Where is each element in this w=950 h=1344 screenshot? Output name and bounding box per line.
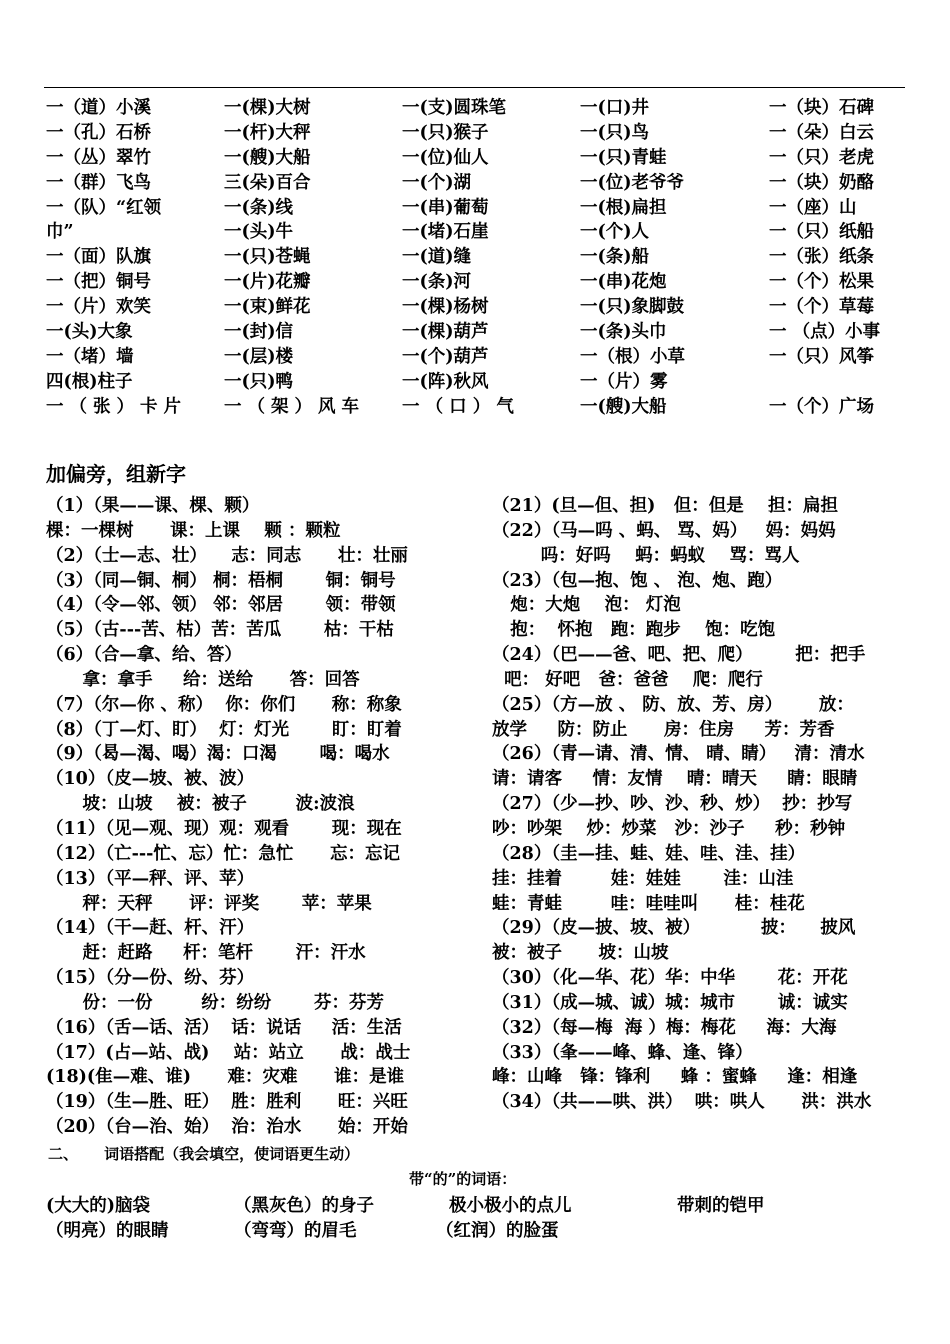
radical-line: （1）（果——课、棵、颗） (46, 496, 260, 516)
radical-line: 炮：大炮 泡： 灯泡 (492, 595, 681, 616)
measure-word-cell: 一(封)信 (224, 322, 294, 343)
radical-line: （31）（成—城、诚）城：城市 诚：诚实 (492, 992, 848, 1013)
radical-line: 请：请客 情：友情 晴：晴天 睛：眼睛 (492, 769, 858, 790)
measure-word-cell: 一(束)鲜花 (224, 297, 311, 318)
measure-word-cell: 一（个）草莓 (769, 297, 874, 318)
radical-line: （30）（化—华、花）华：中华 花：开花 (492, 968, 848, 989)
radical-line: （20）（台—治、始） 治：治水 始：开始 (46, 1117, 408, 1138)
radical-line: （7）（尔—你 、称） 你：你们 称：称象 (46, 694, 402, 715)
radical-line: 蛙：青蛙 哇：哇哇叫 桂：桂花 (492, 893, 805, 914)
radical-line: （4）（令—邻、领） 邻：邻居 领：带领 (46, 595, 396, 616)
measure-word-cell: 一（只）老虎 (769, 147, 874, 168)
de-word: （红润）的脸蛋 (436, 1221, 559, 1241)
measure-word-cell: 一（张）卡片 (46, 396, 187, 417)
radical-line: （24）（巴——爸、吧、把、爬） 把：把手 (492, 645, 866, 666)
section-title: 加偏旁，组新字 (46, 462, 186, 486)
de-words-row-1 (46, 1192, 926, 1218)
measure-word-cell: 一(堵)石崖 (402, 222, 489, 243)
de-word: 带刺的铠甲 (677, 1196, 765, 1216)
measure-word-cell: 一(位)老爷爷 (580, 172, 685, 193)
measure-word-cell: 巾” (46, 222, 74, 243)
measure-word-cell: 一(只)青蛙 (580, 147, 667, 168)
measure-word-cell: 一(只)苍蝇 (224, 247, 311, 268)
radical-line: （14）（干—赶、杆、汗） (46, 918, 255, 939)
measure-word-cell: 一 （点）小事 (769, 322, 881, 343)
measure-word-cell: 一（面）队旗 (46, 247, 151, 268)
radical-line: （32）（每—梅 海 ）梅：梅花 海：大海 (492, 1017, 837, 1038)
measure-word-row (46, 196, 906, 221)
radical-line: （27）（少—抄、吵、沙、秒、炒） 抄：抄写 (492, 794, 853, 815)
measure-word-cell: 一(艘)大船 (580, 396, 667, 417)
radical-line: （11）（见—观、现）观：观看 现：现在 (46, 818, 402, 839)
measure-word-cell: 一(条)船 (580, 247, 650, 268)
radical-line: （33）（夆——峰、蜂、逢、锋） (492, 1042, 753, 1063)
radical-line: （29）（皮—披、坡、被） 披： 披风 (492, 918, 856, 939)
measure-word-cell: 一(串)花炮 (580, 272, 667, 293)
measure-word-cell: 一（只）纸船 (769, 222, 874, 243)
measure-word-cell: 一(串)葡萄 (402, 197, 489, 218)
measure-word-cell: 一（群）飞鸟 (46, 172, 151, 193)
radical-line: （15）（分—份、纷、芬） (46, 968, 255, 989)
radical-line: 棵：一棵树 课：上课 颗 ：颗粒 (46, 520, 341, 541)
radical-line: （5）（古---苦、枯）苦：苦瓜 枯：干枯 (46, 620, 394, 641)
measure-word-row (46, 245, 906, 270)
measure-word-cell: 一（张）纸条 (769, 247, 874, 268)
measure-word-cell: 一（片）欢笑 (46, 297, 151, 318)
right-radical-column (492, 494, 912, 1115)
measure-word-cell: 一(只)象脚鼓 (580, 297, 685, 318)
measure-word-row (46, 295, 906, 320)
radical-line: （8）（丁—灯、盯） 灯：灯光 盯：盯着 (46, 719, 402, 740)
measure-word-cell: 一（队）“红领 (46, 197, 162, 218)
measure-word-cell: 四(根)柱子 (46, 371, 133, 392)
measure-word-cell: 一(阵)秋风 (402, 371, 489, 392)
measure-word-cell: 一(道)缝 (402, 247, 472, 268)
measure-word-cell: 一(棵)葫芦 (402, 322, 489, 343)
de-word: 极小极小的点儿 (449, 1196, 572, 1216)
measure-word-cell: 一(个)人 (580, 222, 650, 243)
radical-line: （13）（平—秤、评、苹） (46, 868, 255, 889)
measure-word-cell: 一(支)圆珠笔 (402, 98, 507, 118)
measure-word-cell: 一（个）松果 (769, 272, 874, 293)
radical-line: 吗：好吗 蚂：蚂蚁 骂：骂人 (492, 545, 800, 566)
measure-word-cell: 一(个)湖 (402, 172, 472, 193)
radical-line: （17）(占—站、战) 站：站立 战：战士 (46, 1042, 411, 1063)
radical-line: 份：一份 纷：纷纷 芬：芬芳 (46, 992, 384, 1013)
de-word: （黑灰色）的身子 (234, 1196, 374, 1216)
measure-word-cell: 一（道）小溪 (46, 98, 151, 118)
measure-word-cell: 一（架）风车 (224, 396, 365, 417)
measure-word-cell: 一(根)扁担 (580, 197, 667, 218)
radical-line: （10）（皮—坡、被、波） (46, 769, 255, 790)
radical-line: 抱： 怀抱 跑：跑步 饱：吃饱 (492, 620, 776, 641)
radical-line: 坡：山坡 被：被子 波:波浪 (46, 794, 355, 815)
measure-word-cell: 一(头)大象 (46, 322, 133, 343)
measure-word-cell: 一（只）风筝 (769, 346, 874, 367)
measure-word-row (46, 171, 906, 196)
measure-word-cell: 一(口)井 (580, 98, 650, 118)
radical-line: （21）(旦—但、担) 但：但是 担：扁担 (492, 496, 839, 516)
radical-line: （19）（生—胜、旺） 胜：胜利 旺：兴旺 (46, 1092, 408, 1113)
measure-word-table (46, 96, 906, 420)
de-word: （弯弯）的眉毛 (234, 1221, 357, 1241)
radical-line: （28）（圭—挂、蛙、娃、哇、洼、挂） (492, 843, 806, 864)
radical-line: （9）（曷—渴、喝）渴：口渴 喝：喝水 (46, 744, 390, 765)
measure-word-cell: 一(艘)大船 (224, 147, 311, 168)
left-radical-column (46, 494, 486, 1140)
measure-word-cell: 一(杆)大秤 (224, 122, 311, 143)
radical-line: （16）（舌—话、活） 话：说话 活：生活 (46, 1017, 402, 1038)
top-divider-line (44, 87, 905, 88)
radical-line: （26）（青—请、清、情、 晴、睛） 清：清水 (492, 744, 865, 765)
radical-line: （12）（亡---忙、忘）忙：急忙 忘：忘记 (46, 843, 400, 864)
measure-word-cell: 一(条)河 (402, 272, 472, 293)
measure-word-cell: 一(棵)杨树 (402, 297, 489, 318)
measure-word-cell: 一（座）山 (769, 197, 857, 218)
measure-word-row (46, 121, 906, 146)
de-word: （明亮）的眼睛 (46, 1221, 169, 1241)
measure-word-cell: 一(片)花瓣 (224, 272, 311, 293)
section2-title: 二、 词语搭配（我会填空，使词语更生动） (48, 1145, 360, 1163)
measure-word-cell: 一（丛）翠竹 (46, 147, 151, 168)
radical-line: （22）（马—吗 、蚂、 骂、妈） 妈：妈妈 (492, 520, 836, 541)
radical-line: 峰：山峰 锋：锋利 蜂 ：蜜蜂 逢：相逢 (492, 1067, 858, 1088)
measure-word-cell: 一（块）石碑 (769, 98, 874, 118)
radical-line: 赶：赶路 杆：笔杆 汗：汗水 (46, 943, 366, 964)
radical-line: （23）（包—抱、饱 、 泡、炮、跑） (492, 570, 783, 591)
radical-line: 被：被子 坡：山坡 (492, 943, 669, 964)
measure-word-cell: 一（堵）墙 (46, 346, 134, 367)
section2-subtitle: 带“的”的词语： (409, 1170, 517, 1188)
measure-word-cell: 一（个）广场 (769, 396, 874, 417)
measure-word-row (46, 220, 906, 245)
measure-word-cell: 一(只)鸭 (224, 371, 294, 392)
radical-line: 挂：挂着 娃：娃娃 洼：山洼 (492, 868, 794, 889)
measure-word-cell: 一（根）小草 (580, 346, 685, 367)
measure-word-cell: 一(棵)大树 (224, 98, 311, 118)
radical-line: (18)(隹—难、谁) 难：灾难 谁：是谁 (46, 1067, 405, 1088)
radical-line: （34）（共——哄、洪） 哄：哄人 洪：洪水 (492, 1092, 872, 1113)
radical-line: 放学 防：防止 房：住房 芳：芳香 (492, 719, 835, 740)
measure-word-row (46, 270, 906, 295)
measure-word-cell: 一（把）铜号 (46, 272, 151, 293)
radical-line: 吵：吵架 炒：炒菜 沙：沙子 秒：秒钟 (492, 818, 846, 839)
measure-word-row (46, 146, 906, 171)
radical-line: 拿：拿手 给：送给 答：回答 (46, 669, 360, 690)
measure-word-cell: 一(条)头巾 (580, 322, 667, 343)
measure-word-cell: 一(个)葫芦 (402, 346, 489, 367)
measure-word-cell: 三(朵)百合 (224, 172, 311, 193)
measure-word-cell: 一(只)猴子 (402, 122, 489, 143)
measure-word-cell: 一(条)线 (224, 197, 294, 218)
radical-line: （2）（士—志、壮） 志：同志 壮：壮丽 (46, 545, 408, 566)
measure-word-cell: 一（块）奶酪 (769, 172, 874, 193)
radical-line: （3）（同—铜、桐） 桐：梧桐 铜：铜号 (46, 570, 396, 591)
radical-line: （25）（方—放 、 防、放、芳、房） 放： (492, 694, 854, 715)
measure-word-cell: 一（片）雾 (580, 371, 668, 392)
measure-word-cell: 一(位)仙人 (402, 147, 489, 168)
radical-line: （6）（合—拿、给、答） (46, 645, 242, 666)
measure-word-cell: 一(头)牛 (224, 222, 294, 243)
measure-word-cell: 一(层)楼 (224, 346, 294, 367)
de-word: (大大的)脑袋 (46, 1196, 151, 1216)
measure-word-row (46, 96, 906, 121)
measure-word-cell: 一 （ 口 ） 气 (402, 396, 514, 417)
measure-word-row (46, 370, 906, 395)
measure-word-row (46, 320, 906, 345)
measure-word-cell: 一(只)鸟 (580, 122, 650, 143)
measure-word-cell: 一（孔）石桥 (46, 122, 151, 143)
radical-line: 秤：天秤 评：评奖 苹：苹果 (46, 893, 372, 914)
radical-line: 吧： 好吧 爸：爸爸 爬：爬行 (492, 669, 763, 690)
measure-word-cell: 一（朵）白云 (769, 122, 874, 143)
de-words-row-2 (46, 1217, 926, 1243)
measure-word-row (46, 395, 906, 420)
measure-word-row (46, 345, 906, 370)
